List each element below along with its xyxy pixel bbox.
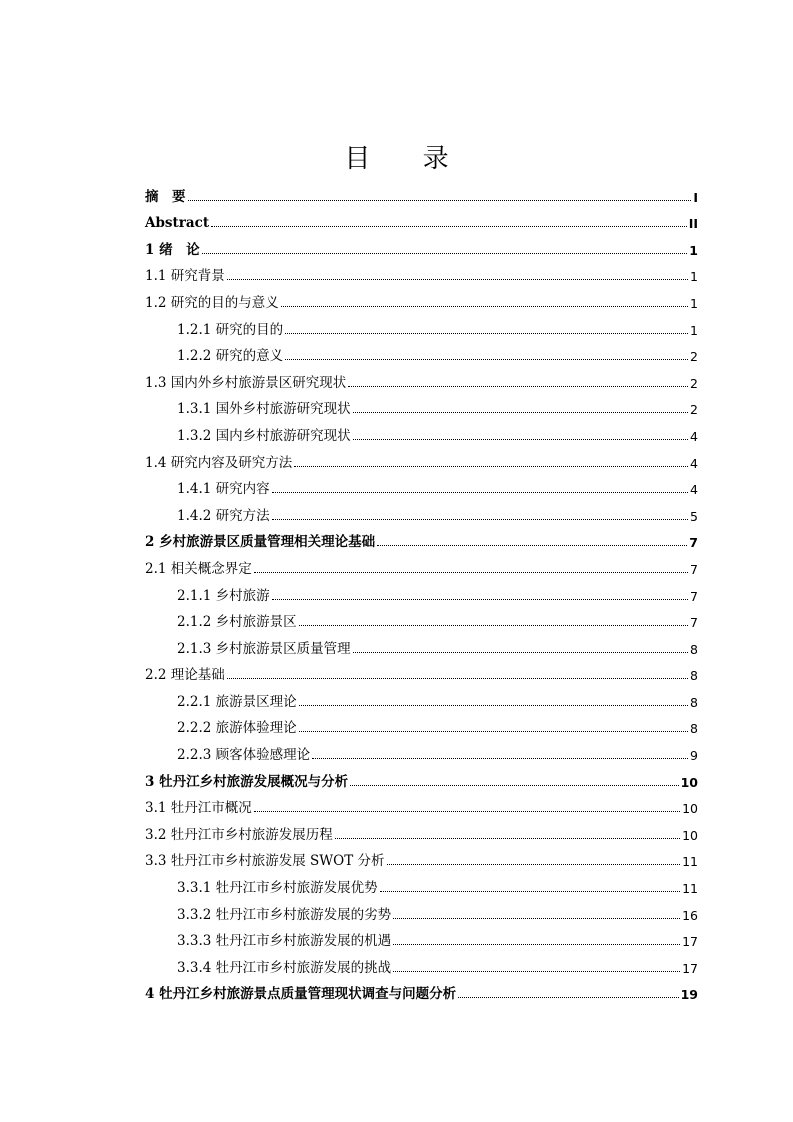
toc-leader-dots [272,599,688,600]
toc-entry-title: 3.3.4 牡丹江市乡村旅游发展的挑战 [177,959,392,976]
toc-entry-page: 9 [690,748,698,764]
toc-leader-dots [348,386,688,387]
toc-leader-dots [335,838,680,839]
toc-entry-title: 1.2 研究的目的与意义 [145,294,279,311]
toc-entry[interactable] [145,391,698,418]
toc-entry[interactable] [145,284,698,311]
toc-entry-title: 1.4 研究内容及研究方法 [145,454,293,471]
toc-entry-title: 2.2 理论基础 [145,667,225,684]
toc-entry[interactable] [145,577,698,604]
toc-entry-page: 8 [690,641,698,657]
toc-entry-title: 1.3.1 国外乡村旅游研究现状 [177,401,351,418]
toc-leader-dots [353,652,688,653]
toc-entry[interactable] [145,417,698,444]
toc-entry[interactable] [145,949,698,976]
toc-entry-page: 10 [682,801,698,817]
toc-entry[interactable] [145,471,698,498]
toc-entry[interactable] [145,657,698,684]
toc-leader-dots [227,279,688,280]
toc-entry[interactable] [145,869,698,896]
toc-entry-page: II [688,216,698,232]
toc-entry[interactable] [145,338,698,365]
toc-leader-dots [281,306,688,307]
table-of-contents [145,178,698,1002]
toc-entry-title: 3.3.1 牡丹江市乡村旅游发展优势 [177,880,378,897]
toc-entry-page: 4 [690,428,698,444]
toc-entry[interactable] [145,630,698,657]
toc-entry-page: 10 [680,774,698,790]
toc-leader-dots [285,333,688,334]
toc-leader-dots [285,359,688,360]
toc-entry-page: 10 [682,827,698,843]
toc-entry[interactable] [145,710,698,737]
toc-entry-title: 1.1 研究背景 [145,268,225,285]
toc-entry[interactable] [145,524,698,551]
toc-leader-dots [254,811,680,812]
toc-entry-page: 11 [682,854,698,870]
toc-entry-title: 1.3.2 国内乡村旅游研究现状 [177,427,351,444]
toc-entry-title: 1.2.2 研究的意义 [177,348,284,365]
toc-entry-page: 19 [680,987,698,1003]
toc-entry-title: 摘 要 [145,188,186,205]
toc-entry[interactable] [145,790,698,817]
toc-entry-page: 4 [690,455,698,471]
toc-entry[interactable] [145,923,698,950]
toc-entry-page: 1 [690,295,698,311]
toc-entry-title: 4 牡丹江乡村旅游景点质量管理现状调查与问题分析 [145,986,457,1003]
toc-entry[interactable] [145,736,698,763]
toc-entry-title: 3.1 牡丹江市概况 [145,800,252,817]
toc-leader-dots [299,731,688,732]
toc-entry-page: 1 [690,322,698,338]
toc-leader-dots [254,572,688,573]
page-title: 目 录 [344,144,471,174]
toc-leader-dots [350,785,679,786]
toc-entry-page: I [693,189,698,205]
toc-entry-title: 1 绪 论 [145,241,200,258]
toc-entry-page: 8 [690,694,698,710]
toc-entry-page: 8 [690,721,698,737]
toc-leader-dots [202,253,688,254]
toc-entry-title: 1.4.1 研究内容 [177,481,270,498]
toc-entry[interactable] [145,604,698,631]
toc-entry-title: 1.4.2 研究方法 [177,507,270,524]
toc-entry[interactable] [145,364,698,391]
toc-leader-dots [377,545,687,546]
toc-entry-page: 17 [682,960,698,976]
toc-leader-dots [353,439,688,440]
toc-entry-title: Abstract [145,215,210,232]
toc-leader-dots [458,997,679,998]
toc-leader-dots [393,918,680,919]
toc-entry-title: 2.2.2 旅游体验理论 [177,720,297,737]
toc-entry-title: 2.2.3 顾客体验感理论 [177,747,311,764]
toc-entry[interactable] [145,258,698,285]
toc-leader-dots [393,944,680,945]
toc-leader-dots [387,864,681,865]
toc-entry-title: 3.2 牡丹江市乡村旅游发展历程 [145,826,333,843]
toc-entry[interactable] [145,843,698,870]
toc-leader-dots [294,466,688,467]
toc-leader-dots [299,705,688,706]
toc-leader-dots [272,492,688,493]
toc-entry-title: 3 牡丹江乡村旅游发展概况与分析 [145,773,349,790]
toc-entry[interactable] [145,231,698,258]
toc-entry-page: 8 [690,668,698,684]
toc-leader-dots [299,625,688,626]
toc-entry-page: 7 [689,535,698,551]
toc-entry[interactable] [145,178,698,205]
toc-entry[interactable] [145,763,698,790]
toc-leader-dots [227,678,688,679]
toc-entry[interactable] [145,816,698,843]
toc-entry-page: 17 [682,934,698,950]
toc-entry-page: 7 [690,615,698,631]
toc-entry-title: 2.1.2 乡村旅游景区 [177,614,297,631]
toc-entry[interactable] [145,550,698,577]
toc-leader-dots [211,226,687,227]
toc-entry-page: 1 [689,242,698,258]
toc-entry[interactable] [145,444,698,471]
toc-leader-dots [353,412,688,413]
toc-entry[interactable] [145,896,698,923]
toc-entry-page: 11 [682,881,698,897]
toc-entry-page: 7 [690,588,698,604]
toc-entry-title: 2.1.3 乡村旅游景区质量管理 [177,640,351,657]
toc-entry-page: 2 [690,375,698,391]
toc-entry-title: 3.3.2 牡丹江市乡村旅游发展的劣势 [177,906,392,923]
toc-entry-title: 3.3.3 牡丹江市乡村旅游发展的机遇 [177,933,392,950]
toc-leader-dots [312,758,688,759]
toc-entry-title: 2.1.1 乡村旅游 [177,587,270,604]
toc-entry[interactable] [145,497,698,524]
toc-leader-dots [188,200,692,201]
toc-entry-title: 2.2.1 旅游景区理论 [177,693,297,710]
toc-leader-dots [380,891,680,892]
toc-entry-page: 1 [690,269,698,285]
toc-entry-page: 4 [690,482,698,498]
toc-entry[interactable] [145,976,698,1003]
toc-entry[interactable] [145,683,698,710]
toc-entry-page: 5 [690,508,698,524]
toc-entry-title: 2 乡村旅游景区质量管理相关理论基础 [145,534,376,551]
toc-entry-page: 2 [690,349,698,365]
toc-entry-title: 3.3 牡丹江市乡村旅游发展 SWOT 分析 [145,853,385,870]
toc-leader-dots [272,519,688,520]
toc-entry-page: 16 [682,907,698,923]
toc-entry[interactable] [145,205,698,232]
toc-entry-title: 2.1 相关概念界定 [145,560,252,577]
toc-entry-title: 1.2.1 研究的目的 [177,321,284,338]
toc-leader-dots [393,971,680,972]
toc-entry-title: 1.3 国内外乡村旅游景区研究现状 [145,374,347,391]
toc-entry-page: 2 [690,402,698,418]
toc-entry-page: 7 [690,561,698,577]
toc-entry[interactable] [145,311,698,338]
